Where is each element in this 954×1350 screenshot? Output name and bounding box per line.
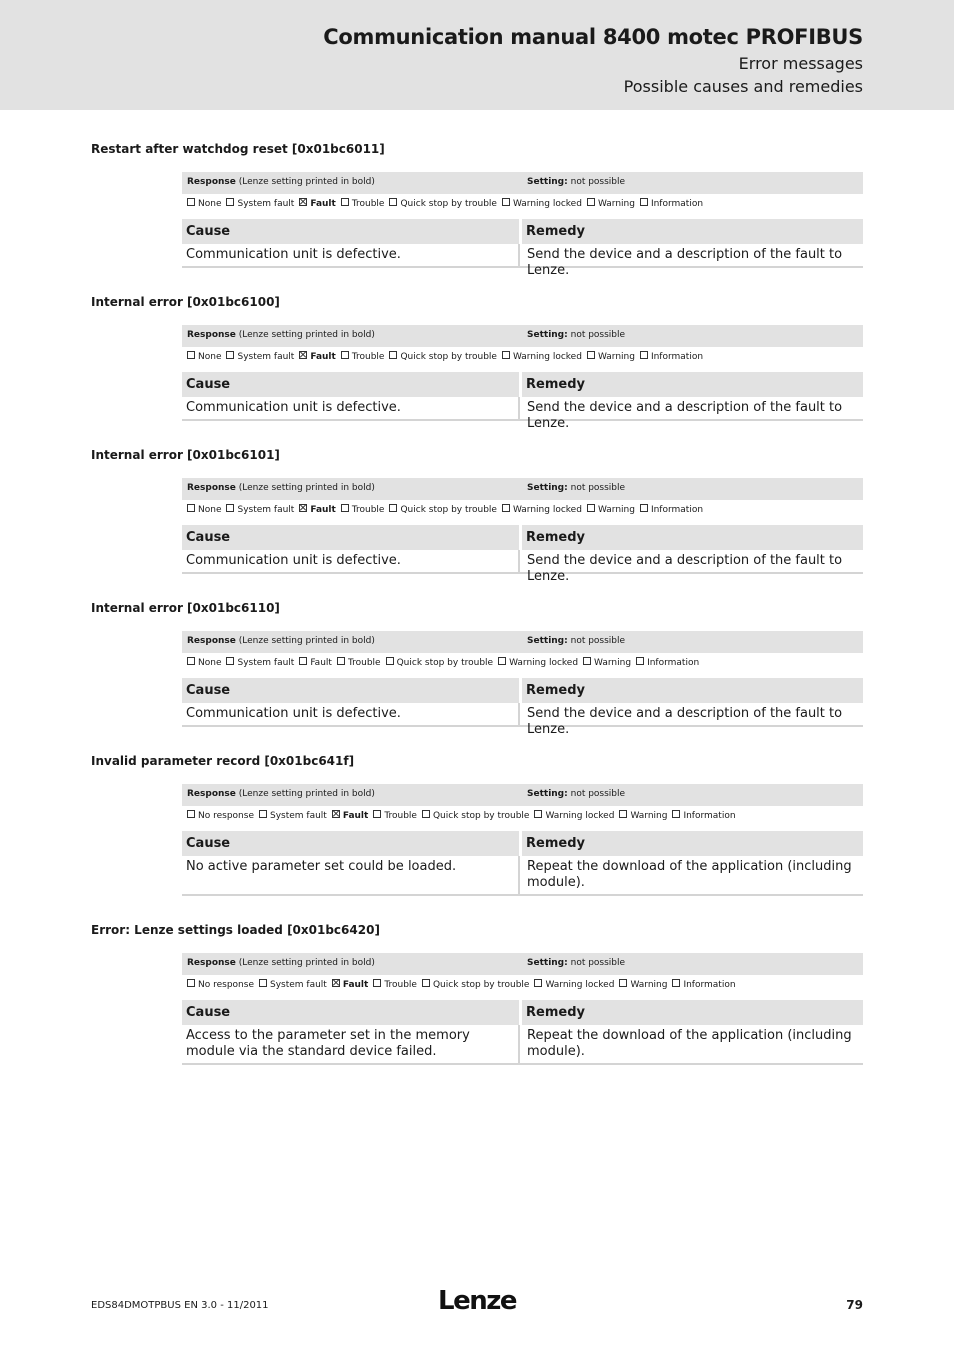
remedy-text: Send the device and a description of the fault to Lenze. xyxy=(527,706,843,737)
setting-label xyxy=(527,483,625,493)
checked-box-icon xyxy=(299,198,307,206)
response-option xyxy=(259,975,327,996)
remedy-cell xyxy=(520,1025,863,1065)
option-label: Fault xyxy=(310,352,336,362)
error-title: Internal error [0x01bc6110] xyxy=(91,601,280,615)
response-option xyxy=(587,500,635,521)
lenze-logo: Lenze xyxy=(438,1286,516,1316)
response-option xyxy=(534,975,614,996)
response-option xyxy=(498,653,578,674)
option-label: Warning xyxy=(597,199,635,209)
manual-title: Communication manual 8400 motec PROFIBUS xyxy=(323,25,863,49)
checkbox-icon xyxy=(502,198,510,206)
setting-value: not possible xyxy=(570,177,626,187)
option-label: Warning locked xyxy=(545,811,615,821)
response-option xyxy=(619,806,667,827)
remedy-text: Repeat the download of the application (including module). xyxy=(527,1028,852,1059)
checkbox-icon xyxy=(389,504,397,512)
response-word: Response xyxy=(187,958,236,968)
checkbox-icon xyxy=(187,810,195,818)
option-label: None xyxy=(198,199,222,209)
response-word: Response xyxy=(187,636,236,646)
response-header xyxy=(182,325,863,347)
option-label: Trouble xyxy=(347,658,381,668)
cause-header-label: Cause xyxy=(186,530,231,545)
response-option xyxy=(587,347,635,368)
option-label: Fault xyxy=(310,199,336,209)
response-option xyxy=(672,975,735,996)
option-label: Information xyxy=(650,505,704,515)
cause-header-label: Cause xyxy=(186,836,231,851)
option-label: Warning locked xyxy=(545,980,615,990)
response-option xyxy=(332,975,369,996)
response-note: (Lenze setting printed in bold) xyxy=(238,789,375,799)
remedy-header-label: Remedy xyxy=(526,683,585,698)
option-label: None xyxy=(198,658,222,668)
error-title: Error: Lenze settings loaded [0x01bc6420] xyxy=(91,923,380,937)
cause-text: Communication unit is defective. xyxy=(186,706,401,721)
checkbox-icon xyxy=(502,351,510,359)
setting-word: Setting: xyxy=(527,483,568,493)
cause-header xyxy=(182,1000,519,1025)
remedy-header-label: Remedy xyxy=(526,377,585,392)
setting-word: Setting: xyxy=(527,789,568,799)
checkbox-icon xyxy=(640,198,648,206)
response-option xyxy=(373,975,417,996)
response-option xyxy=(422,975,530,996)
option-label: Warning xyxy=(597,505,635,515)
response-option xyxy=(226,194,294,215)
checkbox-icon xyxy=(341,198,349,206)
checked-box-icon xyxy=(299,504,307,512)
option-label: Trouble xyxy=(384,811,417,821)
checkbox-icon xyxy=(498,657,506,665)
response-option xyxy=(672,806,735,827)
remedy-header-label: Remedy xyxy=(526,836,585,851)
setting-label xyxy=(527,177,625,187)
response-option xyxy=(187,500,221,521)
response-option xyxy=(187,347,221,368)
option-label: Fault xyxy=(310,505,336,515)
response-option xyxy=(640,500,703,521)
response-label xyxy=(187,789,375,799)
remedy-text: Send the device and a description of the fault to Lenze. xyxy=(527,553,843,584)
option-label: No response xyxy=(198,811,254,821)
response-options xyxy=(182,806,863,827)
checkbox-icon xyxy=(187,657,195,665)
option-label: Warning xyxy=(594,658,632,668)
response-option xyxy=(341,347,385,368)
cause-cell xyxy=(182,1025,520,1065)
response-option xyxy=(299,194,336,215)
checkbox-icon xyxy=(226,351,234,359)
response-option xyxy=(640,347,703,368)
response-option xyxy=(389,347,497,368)
error-title: Restart after watchdog reset [0x01bc6011] xyxy=(91,142,385,156)
checkbox-icon xyxy=(587,198,595,206)
option-label: Trouble xyxy=(384,980,417,990)
response-label xyxy=(187,636,375,646)
remedy-header xyxy=(522,219,863,244)
checkbox-icon xyxy=(640,504,648,512)
cause-header-label: Cause xyxy=(186,1005,231,1020)
setting-word: Setting: xyxy=(527,636,568,646)
response-header xyxy=(182,478,863,500)
cause-text: Communication unit is defective. xyxy=(186,247,401,262)
response-option xyxy=(332,806,369,827)
option-label: System fault xyxy=(237,505,295,515)
response-options xyxy=(182,975,863,996)
cause-cell xyxy=(182,244,520,268)
response-header xyxy=(182,953,863,975)
cause-header-label: Cause xyxy=(186,224,231,239)
response-option xyxy=(341,500,385,521)
checkbox-icon xyxy=(502,504,510,512)
response-options xyxy=(182,194,863,215)
option-label: Warning xyxy=(630,811,668,821)
option-label: Information xyxy=(650,352,704,362)
response-options xyxy=(182,500,863,521)
response-option xyxy=(534,806,614,827)
checkbox-icon xyxy=(534,810,542,818)
checkbox-icon xyxy=(337,657,345,665)
remedy-header-label: Remedy xyxy=(526,224,585,239)
option-label: None xyxy=(198,505,222,515)
checked-box-icon xyxy=(299,351,307,359)
checkbox-icon xyxy=(389,198,397,206)
response-option xyxy=(373,806,417,827)
setting-label xyxy=(527,789,625,799)
cause-header xyxy=(182,372,519,397)
response-option xyxy=(337,653,381,674)
setting-label xyxy=(527,958,625,968)
remedy-cell xyxy=(520,550,863,584)
option-label: System fault xyxy=(237,352,295,362)
response-note: (Lenze setting printed in bold) xyxy=(238,177,375,187)
option-label: Quick stop by trouble xyxy=(400,505,497,515)
checkbox-icon xyxy=(299,657,307,665)
response-note: (Lenze setting printed in bold) xyxy=(238,330,375,340)
error-title: Internal error [0x01bc6101] xyxy=(91,448,280,462)
cause-cell xyxy=(182,397,520,421)
response-option xyxy=(502,347,582,368)
checkbox-icon xyxy=(587,504,595,512)
option-label: System fault xyxy=(237,199,295,209)
setting-value: not possible xyxy=(570,330,626,340)
option-label: Quick stop by trouble xyxy=(432,980,530,990)
response-note: (Lenze setting printed in bold) xyxy=(238,483,375,493)
response-option xyxy=(640,194,703,215)
response-option xyxy=(636,653,699,674)
cause-header-label: Cause xyxy=(186,683,231,698)
option-label: Quick stop by trouble xyxy=(400,352,497,362)
checkbox-icon xyxy=(226,504,234,512)
remedy-header-label: Remedy xyxy=(526,1005,585,1020)
option-label: Information xyxy=(683,980,736,990)
cause-text: Access to the parameter set in the memory module via the standard device failed. xyxy=(186,1028,470,1059)
option-label: System fault xyxy=(237,658,295,668)
response-option xyxy=(299,347,336,368)
option-label: Trouble xyxy=(351,505,385,515)
remedy-header xyxy=(522,678,863,703)
setting-label xyxy=(527,636,625,646)
checkbox-icon xyxy=(672,810,680,818)
checkbox-icon xyxy=(636,657,644,665)
cause-text: Communication unit is defective. xyxy=(186,400,401,415)
checkbox-icon xyxy=(373,810,381,818)
response-option xyxy=(502,500,582,521)
error-title: Invalid parameter record [0x01bc641f] xyxy=(91,754,355,768)
option-label: System fault xyxy=(269,811,327,821)
response-option xyxy=(587,194,635,215)
option-label: None xyxy=(198,352,222,362)
remedy-header xyxy=(522,831,863,856)
response-note: (Lenze setting printed in bold) xyxy=(238,636,375,646)
response-word: Response xyxy=(187,330,236,340)
response-header xyxy=(182,172,863,194)
cause-cell xyxy=(182,856,520,896)
option-label: Warning locked xyxy=(512,352,582,362)
chapter-title: Error messages xyxy=(738,54,863,73)
option-label: System fault xyxy=(269,980,327,990)
cause-header xyxy=(182,678,519,703)
response-option xyxy=(583,653,631,674)
response-label xyxy=(187,177,375,187)
response-note: (Lenze setting printed in bold) xyxy=(238,958,375,968)
response-header xyxy=(182,631,863,653)
cause-cell xyxy=(182,550,520,574)
response-options xyxy=(182,653,863,674)
checkbox-icon xyxy=(386,657,394,665)
response-option xyxy=(341,194,385,215)
checkbox-icon xyxy=(187,198,195,206)
option-label: Trouble xyxy=(351,199,385,209)
response-label xyxy=(187,330,375,340)
remedy-header xyxy=(522,525,863,550)
checkbox-icon xyxy=(259,810,267,818)
option-label: Warning xyxy=(597,352,635,362)
checkbox-icon xyxy=(422,810,430,818)
response-word: Response xyxy=(187,177,236,187)
response-option xyxy=(226,653,294,674)
response-option xyxy=(299,500,336,521)
response-option xyxy=(422,806,530,827)
cause-header xyxy=(182,219,519,244)
checked-box-icon xyxy=(332,979,340,987)
section-title: Possible causes and remedies xyxy=(623,77,863,96)
option-label: Trouble xyxy=(351,352,385,362)
checkbox-icon xyxy=(389,351,397,359)
setting-value: not possible xyxy=(570,483,626,493)
response-option xyxy=(619,975,667,996)
option-label: Information xyxy=(650,199,704,209)
response-word: Response xyxy=(187,483,236,493)
error-title: Internal error [0x01bc6100] xyxy=(91,295,280,309)
option-label: Warning locked xyxy=(512,505,582,515)
checkbox-icon xyxy=(373,979,381,987)
response-option xyxy=(187,194,221,215)
checkbox-icon xyxy=(619,979,627,987)
option-label: Quick stop by trouble xyxy=(432,811,530,821)
cause-header xyxy=(182,831,519,856)
option-label: Quick stop by trouble xyxy=(400,199,497,209)
setting-label xyxy=(527,330,625,340)
response-option xyxy=(226,500,294,521)
remedy-header xyxy=(522,1000,863,1025)
checkbox-icon xyxy=(583,657,591,665)
checkbox-icon xyxy=(587,351,595,359)
checkbox-icon xyxy=(187,979,195,987)
setting-value: not possible xyxy=(570,958,626,968)
checkbox-icon xyxy=(619,810,627,818)
checkbox-icon xyxy=(187,504,195,512)
option-label: Fault xyxy=(310,658,332,668)
checked-box-icon xyxy=(332,810,340,818)
setting-value: not possible xyxy=(570,789,626,799)
page-number: 79 xyxy=(846,1298,863,1312)
remedy-cell xyxy=(520,856,863,896)
response-option xyxy=(389,500,497,521)
checkbox-icon xyxy=(640,351,648,359)
setting-word: Setting: xyxy=(527,958,568,968)
remedy-text: Send the device and a description of the fault to Lenze. xyxy=(527,400,843,431)
setting-word: Setting: xyxy=(527,177,568,187)
checkbox-icon xyxy=(226,657,234,665)
option-label: Information xyxy=(647,658,700,668)
response-option xyxy=(226,347,294,368)
checkbox-icon xyxy=(259,979,267,987)
remedy-text: Send the device and a description of the fault to Lenze. xyxy=(527,247,843,278)
remedy-text: Repeat the download of the application (including module). xyxy=(527,859,852,890)
response-option xyxy=(187,806,254,827)
remedy-header-label: Remedy xyxy=(526,530,585,545)
document-code: EDS84DMOTPBUS EN 3.0 - 11/2011 xyxy=(91,1300,269,1311)
response-option xyxy=(187,653,221,674)
remedy-header xyxy=(522,372,863,397)
response-option xyxy=(299,653,332,674)
option-label: Quick stop by trouble xyxy=(396,658,494,668)
setting-value: not possible xyxy=(570,636,626,646)
response-option xyxy=(389,194,497,215)
response-option xyxy=(187,975,254,996)
cause-header xyxy=(182,525,519,550)
checkbox-icon xyxy=(534,979,542,987)
response-options xyxy=(182,347,863,368)
option-label: Warning locked xyxy=(512,199,582,209)
setting-word: Setting: xyxy=(527,330,568,340)
remedy-cell xyxy=(520,244,863,278)
response-label xyxy=(187,958,375,968)
checkbox-icon xyxy=(187,351,195,359)
checkbox-icon xyxy=(341,351,349,359)
option-label: Warning xyxy=(630,980,668,990)
response-header xyxy=(182,784,863,806)
option-label: Warning locked xyxy=(509,658,579,668)
response-option xyxy=(502,194,582,215)
option-label: No response xyxy=(198,980,254,990)
remedy-cell xyxy=(520,397,863,431)
option-label: Information xyxy=(683,811,736,821)
cause-text: No active parameter set could be loaded. xyxy=(186,859,457,874)
option-label: Fault xyxy=(342,811,369,821)
response-label xyxy=(187,483,375,493)
remedy-cell xyxy=(520,703,863,737)
checkbox-icon xyxy=(672,979,680,987)
checkbox-icon xyxy=(341,504,349,512)
option-label: Fault xyxy=(342,980,369,990)
response-word: Response xyxy=(187,789,236,799)
checkbox-icon xyxy=(226,198,234,206)
cause-cell xyxy=(182,703,520,727)
checkbox-icon xyxy=(422,979,430,987)
cause-text: Communication unit is defective. xyxy=(186,553,401,568)
response-option xyxy=(386,653,494,674)
page-header xyxy=(0,0,954,110)
response-option xyxy=(259,806,327,827)
cause-header-label: Cause xyxy=(186,377,231,392)
